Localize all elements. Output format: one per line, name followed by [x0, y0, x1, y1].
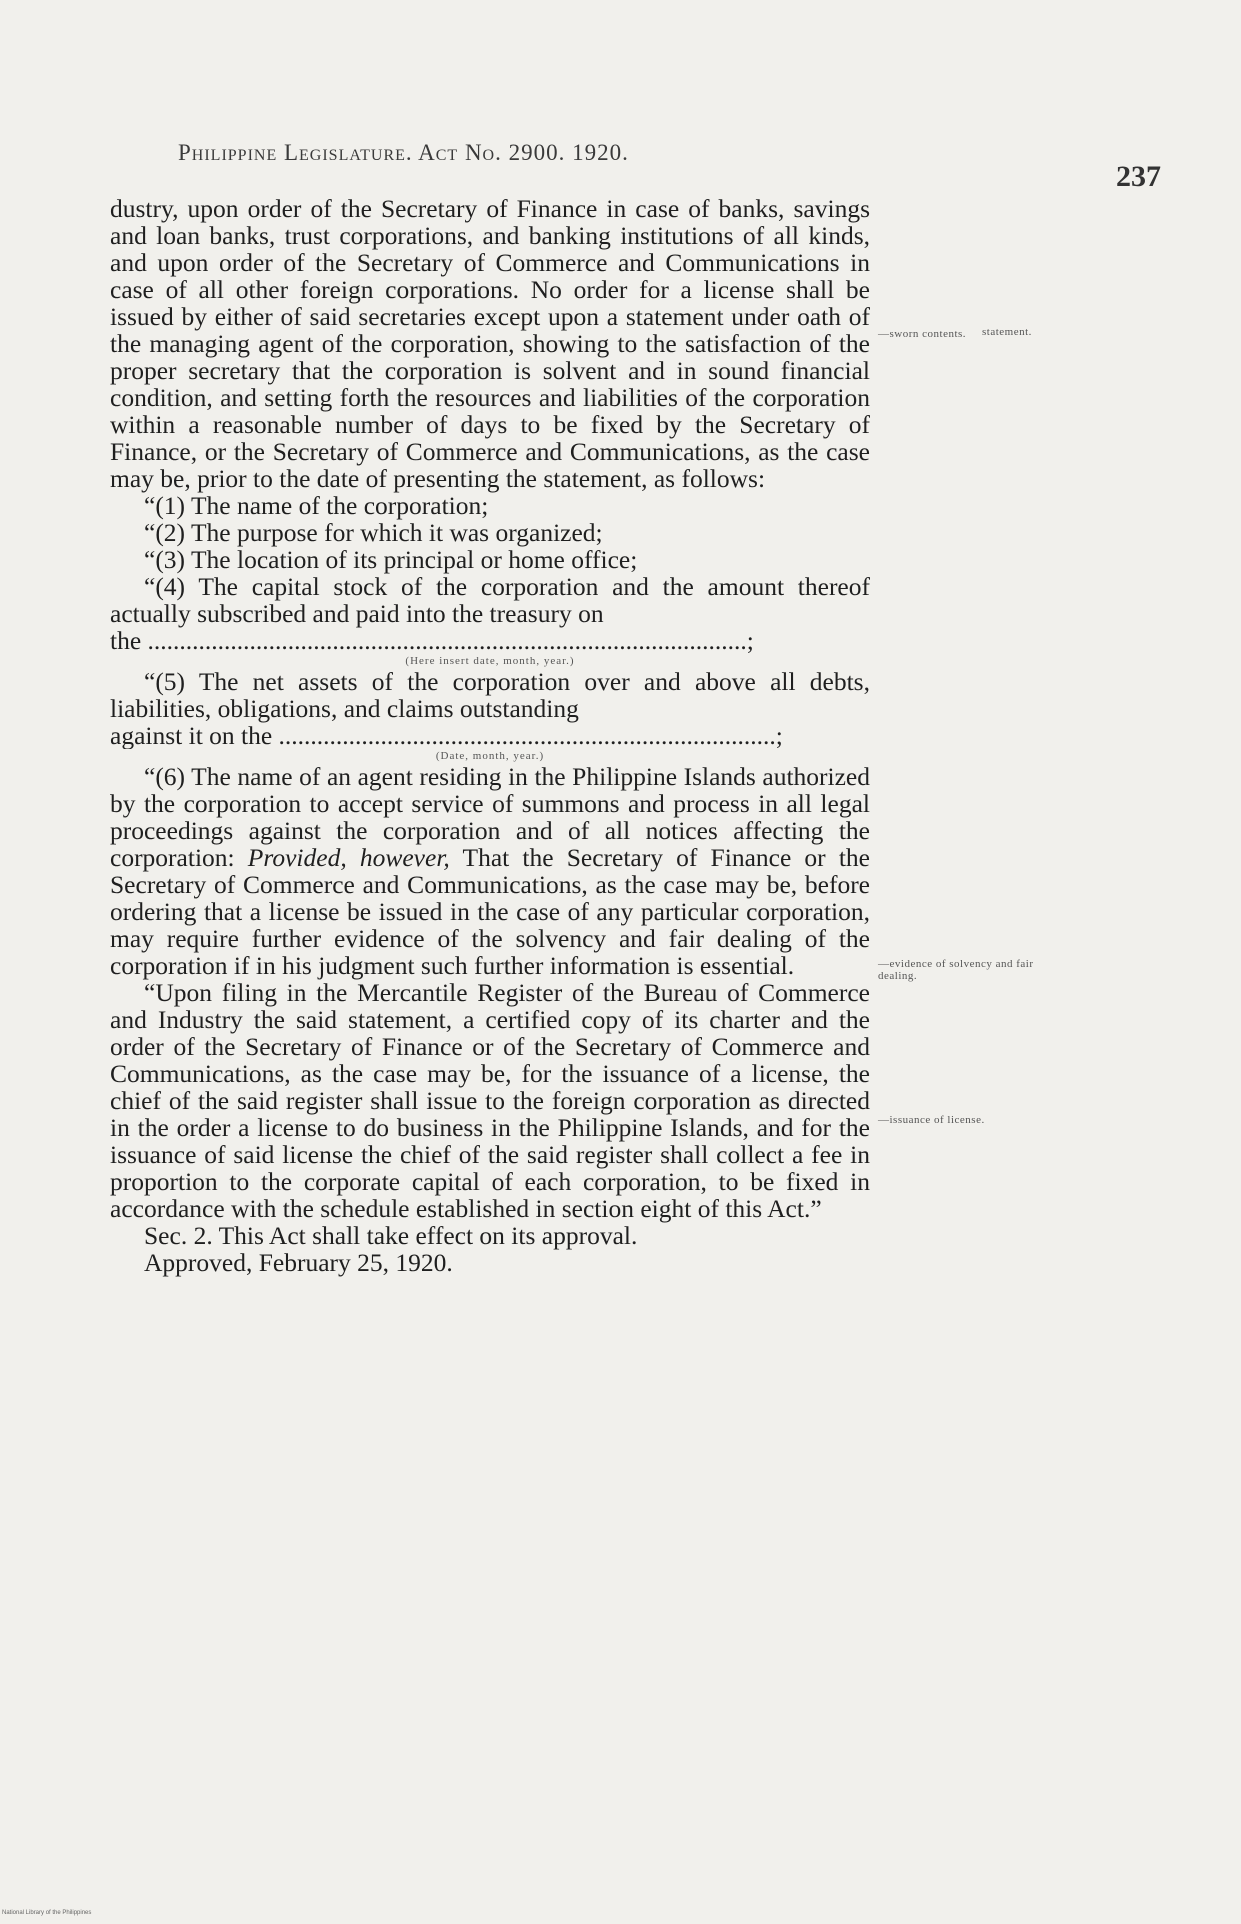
date-blank-line: the ..............................................................................................; — [110, 627, 754, 654]
list-item: “(5) The net assets of the corporation over and above all debts, liabilities, obligations, and claims outstanding — [110, 667, 870, 723]
margin-note-issuance: —issuance of license. — [878, 1114, 985, 1126]
date-blank-line: against it on the ..............................................................................; — [110, 722, 783, 749]
item6-rest: That the Secretary of Finance or the Secretary of Commerce and Communications, as the case may be, before ordering that a license be issued in the case of any particular corporation, may require further evidence of the solvency and fair dealing of the corporation if in his judgment such further information is essential. — [110, 843, 870, 980]
approval-line: Approved, February 25, 1920. — [144, 1248, 453, 1277]
paragraph-continuation: dustry, upon order of the Secretary of Finance in case of banks, savings and loan banks, trust corporations, and banking institutions of all kinds, and upon order of the Secretary of Commerce and Communications in case of all other foreign corporations. No order for a license shall be issued by either of said secretaries except upon a statement under oath of the managing agent of the corporation, showing to the satisfaction of the proper secretary that the corporation is solvent and in sound financial condition, and setting forth the resources and liabilities of the corporation within a reasonable number of days to be fixed by the Secretary of Finance, or the Secretary of Commerce and Communications, as the case may be, prior to the date of presenting the statement, as follows: — [110, 194, 870, 493]
list-item: “(1) The name of the corporation; — [144, 491, 489, 520]
list-item: “(3) The location of its principal or home office; — [144, 545, 638, 574]
margin-note-sworn: —sworn contents. — [878, 328, 967, 340]
footer-label: National Library of the Philippines — [2, 1910, 92, 1916]
proviso-italic: Provided, however, — [247, 843, 450, 872]
list-item-6 — [110, 763, 870, 979]
list-item: “(2) The purpose for which it was organized; — [144, 518, 603, 547]
section-2: Sec. 2. This Act shall take effect on its approval. — [144, 1221, 638, 1250]
running-head: Philippine Legislature. Act No. 2900. 1920. — [178, 140, 629, 165]
margin-note-statement: statement. — [982, 326, 1032, 338]
date-hint: (Date, month, year.) — [435, 750, 545, 762]
item6-start: “(6) The name of an agent residing in the Philippine Islands authorized by the corporation to accept service of summons and process in all legal proceedings against the corporation and of all notices affecting the corporation: — [110, 762, 870, 872]
date-hint: (Here insert date, month, year.) — [405, 655, 575, 667]
margin-note-solvency: —evidence of solvency and fair dealing. — [878, 958, 1034, 982]
page-number: 237 — [1116, 160, 1161, 193]
paragraph-filing: “Upon filing in the Mercantile Register of the Bureau of Commerce and Industry the said statement, a certified copy of its charter and the order of the Secretary of Finance or of the Secretary of Commerce and Communications, as the case may be, for the issuance of a license, the chief of the said register shall issue to the foreign corporation as directed in the order a license to do business in the Philippine Islands, and for the issuance of said license the chief of the said register shall collect a fee in proportion to the corporate capital of each corporation, to be fixed in accordance with the schedule established in section eight of this Act.” — [110, 978, 870, 1223]
body-text — [110, 195, 870, 1276]
list-item: “(4) The capital stock of the corporation and the amount thereof actually subscribed and paid into the treasury on — [110, 572, 870, 628]
